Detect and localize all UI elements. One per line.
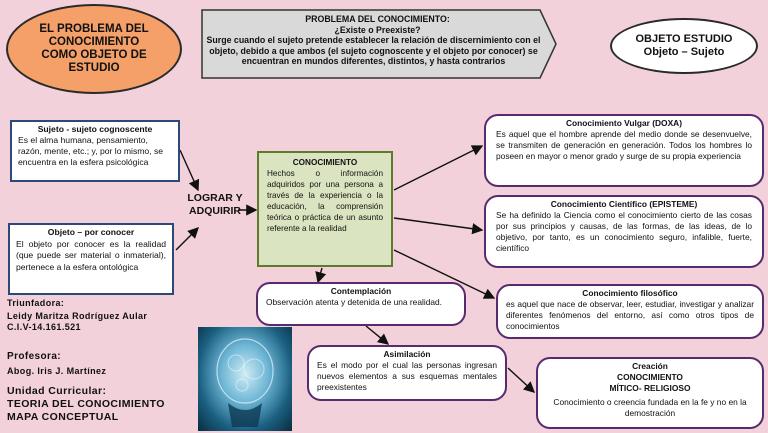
objeto-box	[8, 223, 174, 295]
cientifico-box	[484, 195, 764, 268]
sujeto-heading: Sujeto - sujeto cognoscente	[37, 124, 153, 134]
conocimiento-heading: CONOCIMIENTO	[292, 158, 358, 167]
unidad-label: Unidad Curricular:	[7, 385, 107, 397]
head-silhouette-icon	[198, 327, 292, 431]
problem-question: ¿Existe o Preexiste?	[334, 24, 421, 35]
contemplacion-body: Observación atenta y detenida de una realidad.	[266, 297, 442, 307]
object-study-line1: OBJETO ESTUDIO	[635, 33, 733, 45]
author-name: Leidy Maritza Rodríguez Aular	[7, 311, 148, 321]
asimilacion-box	[307, 345, 507, 401]
objeto-heading: Objeto – por conocer	[47, 227, 135, 237]
filosofico-heading: Conocimiento filosófico	[582, 288, 678, 298]
arrow-to-cientifico	[394, 218, 482, 230]
creacion-line1: Creación	[632, 361, 668, 371]
contemplacion-heading: Contemplación	[330, 286, 392, 296]
unidad-name: TEORIA DEL CONOCIMIENTO	[7, 398, 165, 410]
arrow-to-contemplacion	[318, 268, 322, 282]
arrow-sujeto-to-lograr	[180, 150, 198, 190]
problem-text	[200, 14, 555, 67]
title-ellipse	[6, 4, 182, 94]
lograr-adquirir-label: LOGRAR Y ADQUIRIR	[187, 192, 243, 217]
arrow-to-vulgar	[394, 146, 482, 190]
author-label: Triunfadora:	[7, 298, 65, 308]
problem-banner	[200, 8, 555, 80]
filosofico-box	[496, 284, 764, 339]
conocimiento-body: Hechos o información adquiridos por una persona a través de la experiencia o la educación, la comprensión teórica o práctica de un asunto referente a la realidad	[267, 169, 383, 233]
object-study-line2: Objeto – Sujeto	[643, 46, 725, 58]
vulgar-body: Es aquel que el hombre aprende del medio donde se desenvuelve, se transmiten de generación en generación. Todos los hombres lo poseen en mayor o menor grado y surge de su propia experiencia	[496, 129, 752, 161]
creacion-line2: CONOCIMIENTO	[617, 372, 683, 382]
conocimiento-box	[257, 151, 393, 267]
profesora-label: Profesora:	[7, 351, 62, 362]
page-title: EL PROBLEMA DEL CONOCIMIENTO COMO OBJETO DE ESTUDIO	[39, 23, 149, 74]
filosofico-body: es aquel que nace de observar, leer, estudiar, investigar y analizar diferentes fenómenos del entorno, así como otros tipos de conocimientos	[506, 299, 754, 331]
sujeto-body: Es el alma humana, pensamiento, razón, mente, etc.; y, por lo mismo, se encuentra en la esfera psicológica	[18, 135, 164, 167]
creacion-box	[536, 357, 764, 429]
problem-body: Surge cuando el sujeto pretende establecer la relación de discernimiento con el objeto, debido a que ambos (el sujeto cognoscente y el objeto por conocer) se encuentran en mundos diferentes, distintos, y hasta contrarios	[206, 35, 541, 66]
arrow-to-asimilacion	[366, 326, 388, 344]
creacion-body: Conocimiento o creencia fundada en la fe y no en la demostración	[553, 397, 747, 418]
problem-heading: PROBLEMA DEL CONOCIMIENTO:	[305, 14, 450, 24]
arrow-objeto-to-lograr	[176, 228, 198, 250]
cientifico-body: Se ha definido la Ciencia como el conocimiento cierto de las cosas por sus principios y causas, de las formas, de las ideas, de lo objetivo, por tanto, es un conocimiento seguro, infalible, fuerte, científico	[496, 210, 752, 253]
object-study-ellipse	[610, 18, 758, 74]
contemplacion-box	[256, 282, 466, 326]
creacion-line3: MÍTICO- RELIGIOSO	[609, 383, 691, 393]
asimilacion-heading: Asimilación	[383, 349, 431, 359]
profesora-name: Abog. Iris J. Martínez	[7, 366, 107, 376]
map-type: MAPA CONCEPTUAL	[7, 411, 119, 423]
asimilacion-body: Es el modo por el cual las personas ingresan nuevos elementos a sus esquemas mentales preexistentes	[317, 360, 497, 392]
cientifico-heading: Conocimiento Científico (EPISTEME)	[550, 199, 698, 209]
author-ci: C.I.V-14.161.521	[7, 322, 81, 332]
objeto-body: El objeto por conocer es la realidad (que puede ser material o inmaterial), pertenece a la esfera ontológica	[16, 238, 166, 272]
vulgar-heading: Conocimiento Vulgar (DOXA)	[565, 118, 682, 128]
vulgar-box	[484, 114, 764, 187]
arrow-to-creacion	[508, 368, 534, 392]
sujeto-box	[10, 120, 180, 182]
brain-head-image	[198, 327, 292, 431]
